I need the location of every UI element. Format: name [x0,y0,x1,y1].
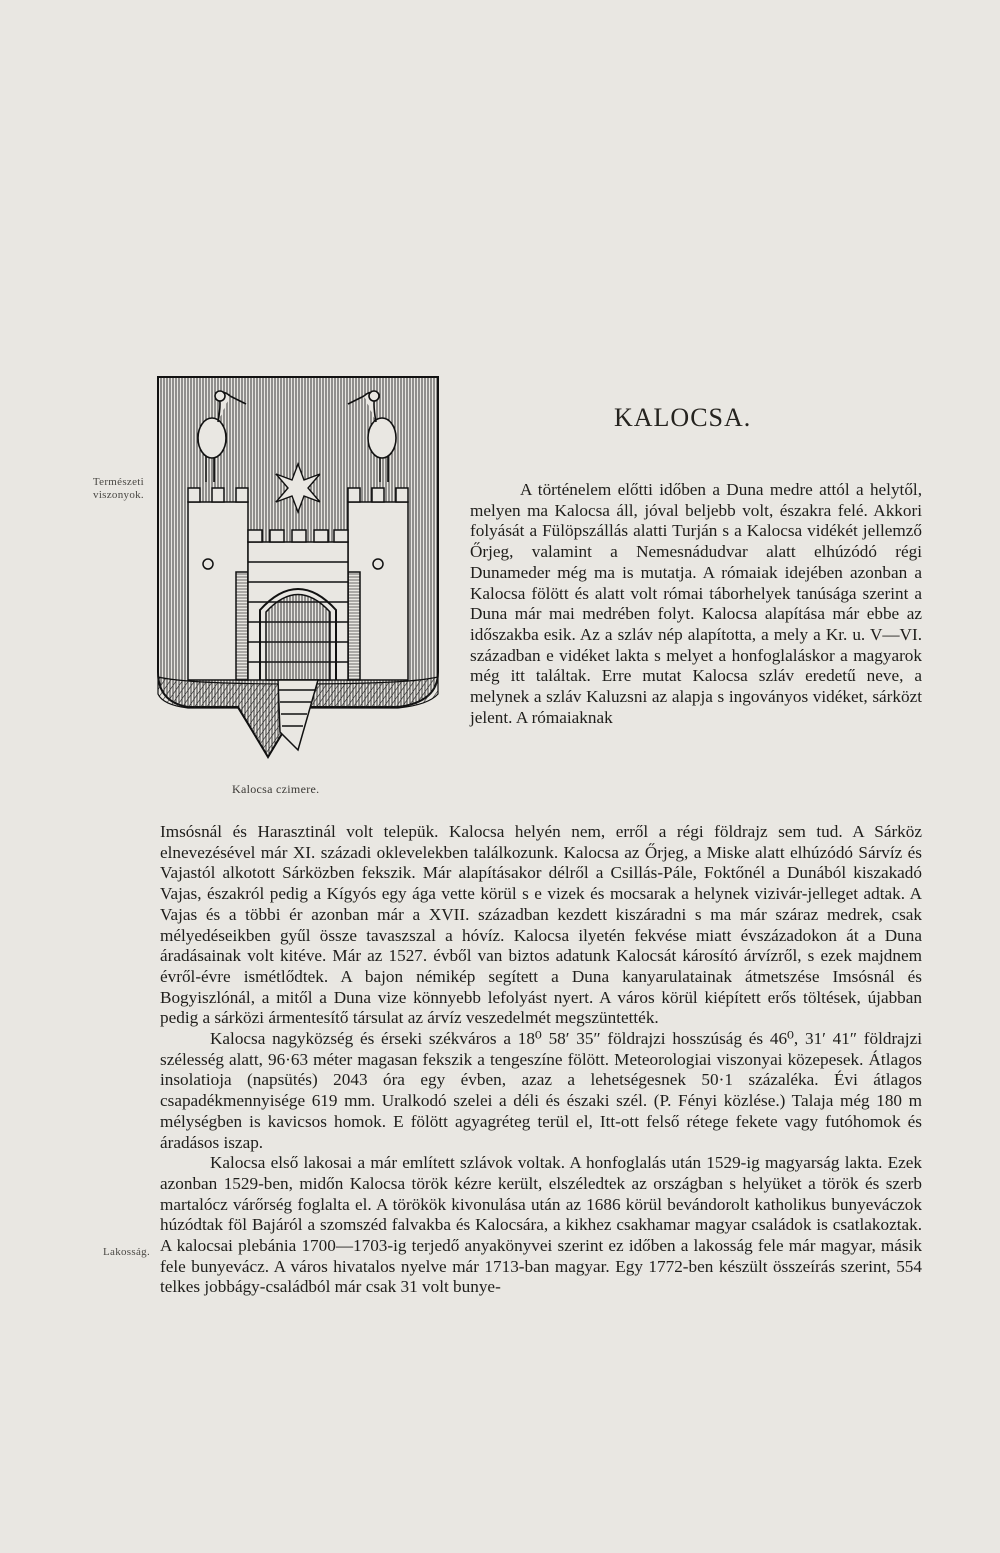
margin-note-natural-conditions: Természeti viszonyok. [92,476,144,501]
paragraph-population: Kalocsa első lakosai a már említett szlávok voltak. A honfoglalás után 1529-ig magyarság lakta. Ezek azonban 1529-ben, midőn Kalocsa török kézre került, elszéledtek az országban s helyüket a török és szerb martalócz várőrség foglalta el. A törökök kivonulása után az 1686 körül bevándorolt katholikus bunyeváczok húzódtak föl Bajáról a szomszéd falvakba és Kalocsára, a kikhez csakhamar magyar családok is csatlakoztak. A kalocsai plebánia 1700—1703-ig terjedő anyakönyvei szerint ez időben a lakosság fele már magyar, másik fele bunyevácz. A város hivatalos nyelve már 1713-ban magyar. Egy 1772-ben készült összeírás szerint, 554 telkes jobbágy-családból már csak 31 volt bunye- [160,1153,922,1297]
text-column-full [160,822,922,1298]
coat-of-arms-figure [148,372,448,772]
text-column-narrow [470,480,922,728]
paragraph-history-start: A történelem előtti időben a Duna medre attól a helytől, melyen ma Kalocsa áll, jóval beljebb volt, északra felé. Akkori folyását a Fülöpszállás alatti Turján s a Kalocsa vidékét jellemző Őrjeg, valamint a Nemesnádudvar alatt elhúzódó régi Dunameder még ma is mutatja. A rómaiak idejében azonban a Kalocsa fölött és alatt volt római táborhelyek tanúsága szerint a Duna már mai medrében folyt. Kalocsa alapítása már ebbe az időszakba esik. Az a szláv nép alapította, a mely a Kr. u. V—VI. században e vidéket lakta s melyet a honfoglaláskor a magyarok még itt találtak. Erre mutat Kalocsa szláv eredetű neve, a melynek a szláv Kaluzsni az alapja s ingoványos vidéket, sárközt jelent. A rómaiaknak [470,480,922,727]
page-title: KALOCSA. [614,403,752,432]
margin-note-population: Lakosság. [103,1246,150,1258]
paragraph-geography: Kalocsa nagyközség és érseki székváros a 18⁰ 58′ 35″ földrajzi hosszúság és 46⁰, 31′ 41″ földrajzi szélesség alatt, 96·63 méter magasan fekszik a tengeszíne fölött. Meteorologiai viszonyai közepesek. Átlagos insolatioja (napsütés) 2043 óra egy évben, azaz a lehetségesnek 50·1 százaléka. Évi átlagos csapadékmennyisége 619 mm. Uralkodó szelei a déli és északi szél. (P. Fényi közlése.) Talaja még 180 m mélységben is kavicsos homok. E fölött agyagréteg terül el, Itt-ott felső rétege fekete vagy futóhomok és áradásos iszap. [160,1029,922,1152]
coat-of-arms-illustration [148,372,448,772]
figure-caption: Kalocsa czimere. [232,782,320,796]
paragraph-history-continued: Imsósnál és Harasztinál volt telepük. Kalocsa helyén nem, erről a régi földrajz sem tud. A Sárköz elnevezésével már XI. századi oklevelekben találkozunk. Kalocsa az Őrjeg, a Miske alatt elhúzódó Sárvíz és Vajastól alkotott Sárközben fekszik. Már alapításakor délről a Csillás-Pále, Foktőnél a Dunából kiszakadó Vajas, északról pedig a Kígyós egy ága vette körül s e vizek és mocsarak a helynek vizivár-jelleget adtak. A Vajas és a többi ér azonban már a XVII. században kezdett kiszáradni s ma már száraz medrek, csak mélyedéseikben gyűl össze tavaszszal a hóvíz. Kalocsa ilyetén fekvése miatt évszázadokon át a Duna áradásainak volt kitéve. Már az 1527. évből van biztos adatunk Kalocsát károsító árvízről, s ezek majdnem évről-évre ismétlődtek. A bajon némikép segített a Duna kanyarulatainak átmetszése Imsósnál és Bogyiszlónál, a mitől a Duna vize könnyebb lefolyást nyert. A város körül kiépített erős töltések, újabban pedig a sárközi ármentesítő társulat az árvíz veszedelmét megszüntették. [160,822,922,1028]
